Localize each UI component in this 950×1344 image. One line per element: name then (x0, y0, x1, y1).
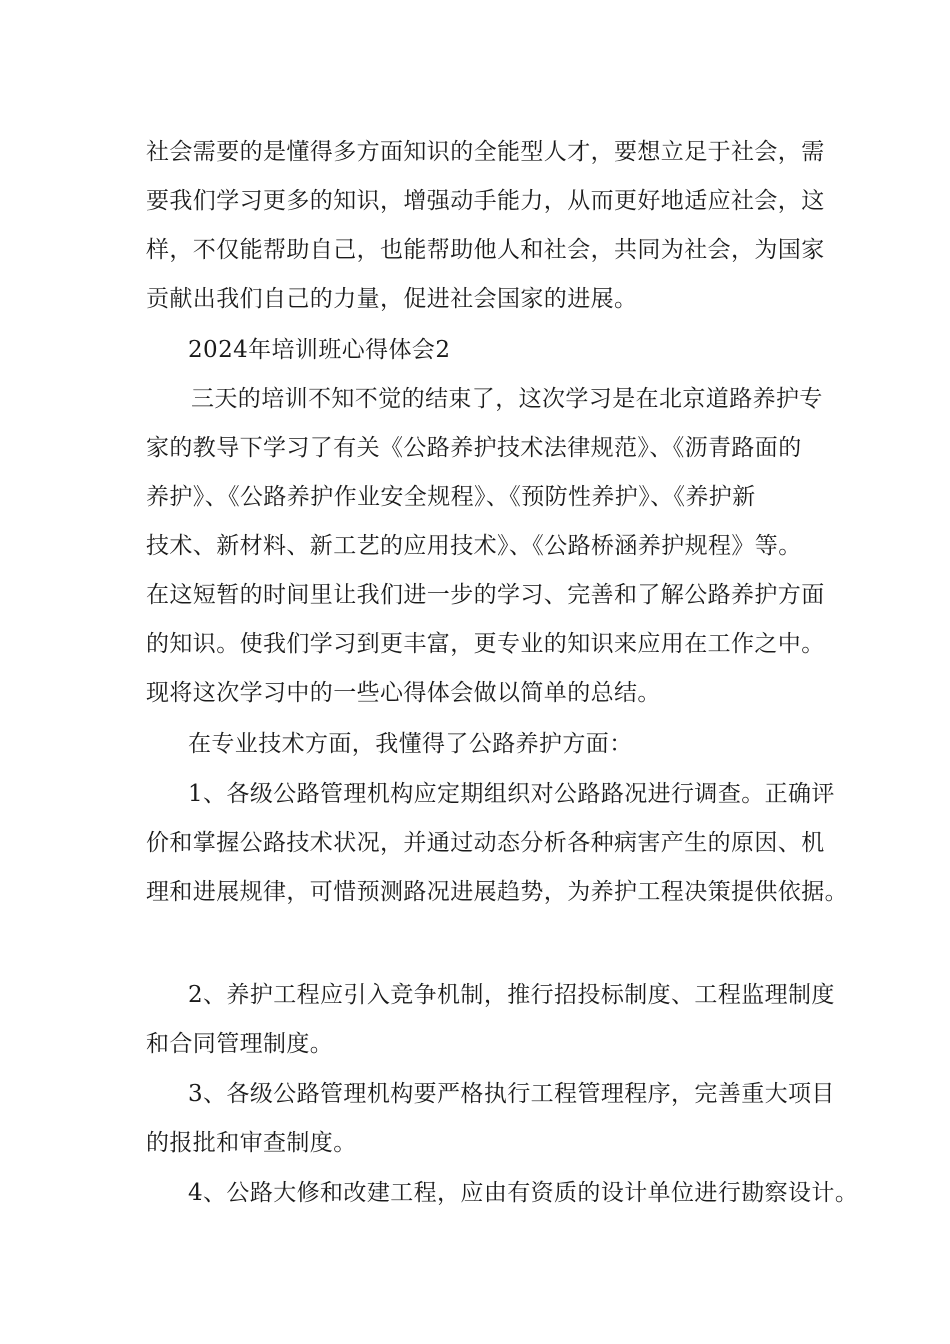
list-item-line: 理和进展规律，可惜预测路况进展趋势，为养护工程决策提供依据。 (146, 879, 848, 905)
list-item-line: 价和掌握公路技术状况，并通过动态分析各种病害产生的原因、机 (146, 830, 825, 856)
section-heading: 2024年培训班心得体会2 (188, 337, 451, 363)
list-item-line: 1、各级公路管理机构应定期组织对公路路况进行调查。正确评 (188, 781, 835, 807)
list-item-line: 的报批和审查制度。 (146, 1130, 357, 1156)
list-item-line: 和合同管理制度。 (146, 1031, 334, 1057)
paragraph-line: 的知识。使我们学习到更丰富，更专业的知识来应用在工作之中。 (146, 631, 825, 657)
list-item-line: 2、养护工程应引入竞争机制，推行招投标制度、工程监理制度 (188, 982, 835, 1008)
paragraph-line: 在这短暂的时间里让我们进一步的学习、完善和了解公路养护方面 (146, 582, 825, 608)
paragraph-line: 样，不仅能帮助自己，也能帮助他人和社会，共同为社会，为国家 (146, 237, 825, 263)
paragraph-line: 技术、新材料、新工艺的应用技术》、《公路桥涵养护规程》等。 (146, 533, 802, 559)
paragraph-line: 现将这次学习中的一些心得体会做以简单的总结。 (146, 680, 661, 706)
list-item-line: 3、各级公路管理机构要严格执行工程管理程序，完善重大项目 (188, 1081, 835, 1107)
paragraph-line: 贡献出我们自己的力量，促进社会国家的进展。 (146, 286, 638, 312)
list-item-line: 4、公路大修和改建工程，应由有资质的设计单位进行勘察设计。 (188, 1180, 859, 1206)
paragraph-line: 三天的培训不知不觉的结束了，这次学习是在北京道路养护专 (191, 386, 823, 412)
paragraph-line: 社会需要的是懂得多方面知识的全能型人才，要想立足于社会，需 (146, 139, 825, 165)
paragraph-line: 家的教导下学习了有关《公路养护技术法律规范》、《沥青路面的 (146, 435, 802, 461)
paragraph-line: 要我们学习更多的知识，增强动手能力，从而更好地适应社会，这 (146, 188, 825, 214)
paragraph-line: 在专业技术方面，我懂得了公路养护方面： (188, 731, 633, 757)
paragraph-line: 养护》、《公路养护作业安全规程》、《预防性养护》、《养护新 (146, 484, 756, 510)
